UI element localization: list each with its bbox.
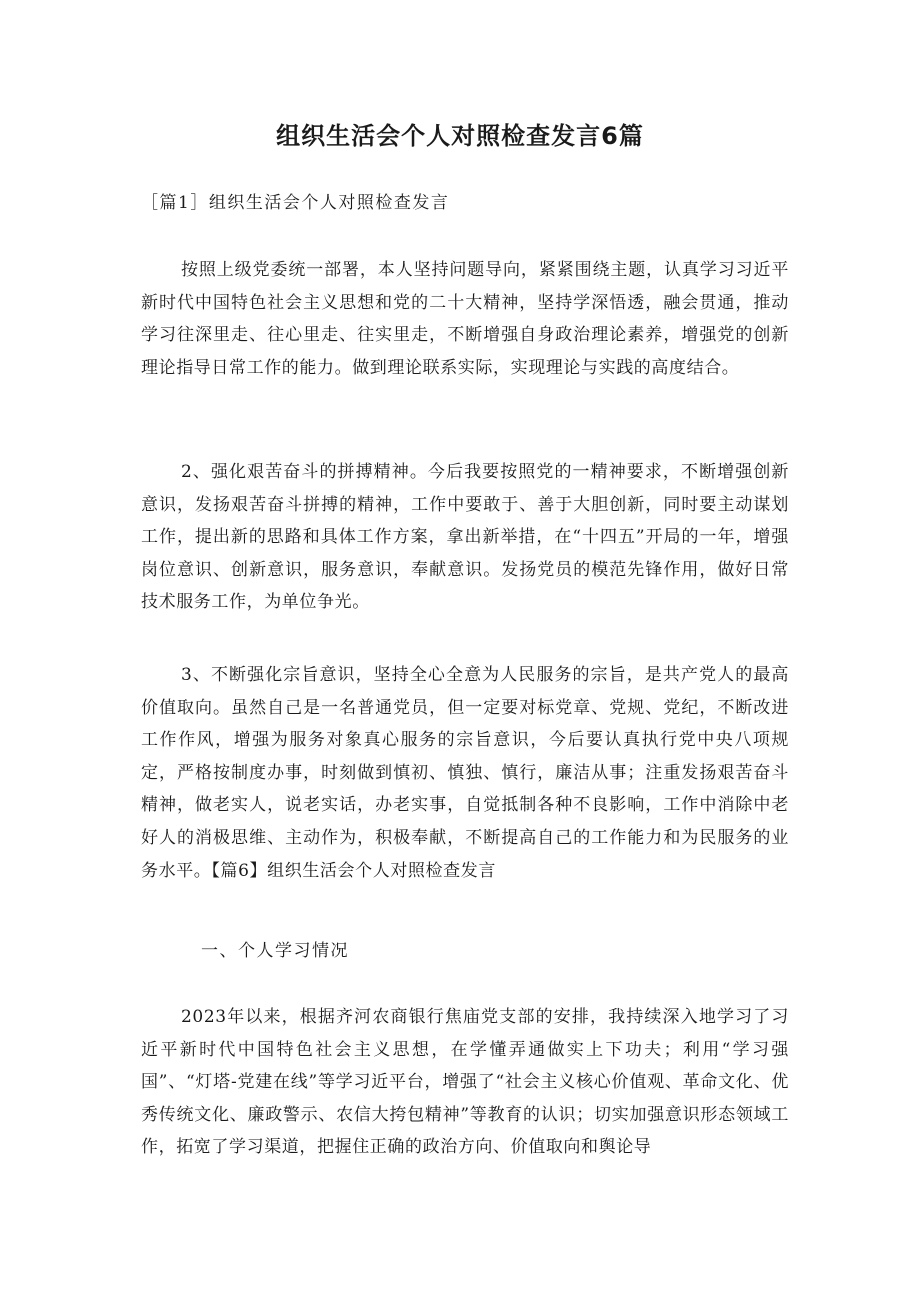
paragraph-2: 2、强化艰苦奋斗的拼搏精神。今后我要按照党的一精神要求，不断增强创新意识，发扬艰苦奋斗拼搏的精神，工作中要敢于、善于大胆创新，同时要主动谋划工作，提出新的思路和具体工作方案，拿出新举措，在“十四五”开局的一年，增强岗位意识、创新意识，服务意识，奉献意识。发扬党员的模范先锋作用，做好日常技术服务工作，为单位争光。	[141, 462, 789, 613]
subheading-personal-study: 一、个人学习情况	[201, 941, 349, 961]
paragraph-5: 2023年以来，根据齐河农商银行焦庙党支部的安排，我持续深入地学习了习近平新时代中国特色社会主义思想，在学懂弄通做实上下功夫；利用“学习强国”、“灯塔-党建在线”等学习近平台，增强了“社会主义核心价值观、革命文化、优秀传统文化、廉政警示、农信大挎包精神”等教育的认识；切实加强意识形态领域工作，拓宽了学习渠道，把握住正确的政治方向、价值取向和舆论导	[141, 1007, 789, 1158]
section-heading-6: 【篇6】组织生活会个人对照检查发言	[211, 860, 496, 881]
paragraph-3	[141, 659, 789, 887]
section-heading-1: ［篇1］组织生活会个人对照检查发言	[141, 193, 450, 213]
paragraph-1: 按照上级党委统一部署，本人坚持问题导向，紧紧围绕主题，认真学习习近平新时代中国特色社会主义思想和党的二十大精神，坚持学深悟透，融会贯通，推动学习往深里走、往心里走、往实里走，不断增强自身政治理论素养，增强党的创新理论指导日常工作的能力。做到理论联系实际，实现理论与实践的高度结合。	[141, 260, 789, 378]
paragraph-3-text: 3、不断强化宗旨意识，坚持全心全意为人民服务的宗旨，是共产党人的最高价值取向。虽然自己是一名普通党员，但一定要对标党章、党规、党纪，不断改进工作作风，增强为服务对象真心服务的宗旨意识，今后要认真执行党中央八项规定，严格按制度办事，时刻做到慎初、慎独、慎行，廉洁从事；注重发扬艰苦奋斗精神，做老实人，说老实话，办老实事，自觉抵制各种不良影响，工作中消除中老好人的消极思维、主动作为，积极奉献，不断提高自己的工作能力和为民服务的业务水平。	[141, 665, 789, 881]
document-title: 组织生活会个人对照检查发言6篇	[276, 122, 644, 150]
